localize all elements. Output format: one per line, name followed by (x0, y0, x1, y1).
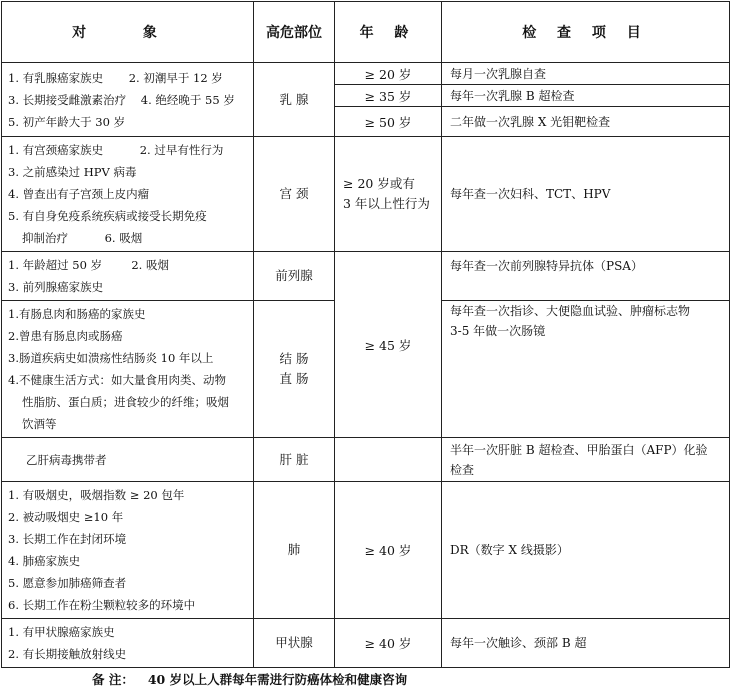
cervix-part: 宫 颈 (254, 137, 335, 252)
colon-age: ≥ 45 岁 (335, 252, 442, 438)
list-item: 3.肠道疾病史如溃疡性结肠炎 10 年以上 (8, 351, 214, 365)
colon-check-line1: 每年查一次指诊、大便隐血试验、肿瘤标志物 (450, 304, 691, 318)
prostate-check: 每年查一次前列腺特异抗体（PSA） (442, 252, 730, 301)
list-item: 5. 有自身免疫系统疾病或接受长期免疫 (8, 209, 207, 223)
footnote-text: 40 岁以上人群每年需进行防癌体检和健康咨询 (147, 672, 408, 687)
list-item: 饮酒等 (22, 417, 57, 431)
list-item: 4. 绝经晚于 55 岁 (140, 92, 235, 107)
breast-age-2: ≥ 35 岁 (335, 85, 442, 107)
breast-check-3: 二年做一次乳腺 X 光钼靶检查 (442, 107, 730, 137)
list-item: 1. 有甲状腺癌家族史 (8, 625, 115, 639)
lung-age: ≥ 40 岁 (335, 482, 442, 619)
table-row (2, 619, 730, 668)
colon-part-label: 结 肠 (279, 351, 309, 366)
lung-check: DR（数字 X 线摄影） (442, 482, 730, 619)
list-item: 性脂肪、蛋白质；进食较少的纤维；吸烟 (22, 395, 229, 409)
cervix-objects (2, 137, 254, 252)
lung-part: 肺 (254, 482, 335, 619)
colon-objects (2, 301, 254, 438)
liver-check-line1: 半年一次肝脏 B 超检查、甲胎蛋白（AFP）化验 (450, 442, 708, 457)
list-item: 3. 之前感染过 HPV 病毒 (8, 165, 137, 179)
thyroid-objects (2, 619, 254, 668)
list-item: 4.不健康生活方式：如大量食用肉类、动物 (8, 373, 226, 387)
footnote-label: 备 注： (92, 672, 134, 687)
list-item: 1. 有宫颈癌家族史 (8, 143, 104, 157)
list-item: 2. 被动吸烟史 ≥10 年 (8, 510, 124, 524)
lung-objects (2, 482, 254, 619)
header-part: 高危部位 (254, 2, 335, 63)
list-item: 1. 有吸烟史，吸烟指数 ≥ 20 包年 (8, 488, 185, 502)
list-item: 2. 过早有性行为 (139, 143, 224, 157)
thyroid-check: 每年一次触诊、颈部 B 超 (442, 619, 730, 668)
header-items: 检 查 项 目 (442, 2, 730, 63)
breast-age-1: ≥ 20 岁 (335, 63, 442, 85)
thyroid-part: 甲状腺 (254, 619, 335, 668)
list-item: 2. 初潮早于 12 岁 (128, 70, 223, 85)
list-item: 3. 前列腺癌家族史 (8, 280, 104, 294)
liver-objects (2, 438, 254, 482)
list-item: 3. 长期工作在封闭环境 (8, 532, 127, 546)
prostate-objects (2, 252, 254, 301)
cervix-age-line1: ≥ 20 岁或有 (343, 176, 415, 191)
header-age: 年 龄 (335, 2, 442, 63)
cervix-check: 每年查一次妇科、TCT、HPV (442, 137, 730, 252)
breast-check-2: 每年一次乳腺 B 超检查 (442, 85, 730, 107)
table-row (2, 137, 730, 252)
breast-check-1: 每月一次乳腺自查 (442, 63, 730, 85)
liver-part: 肝 脏 (254, 438, 335, 482)
colon-check (442, 301, 730, 438)
list-item: 5. 初产年龄大于 30 岁 (8, 114, 126, 129)
table-row (2, 63, 730, 85)
footnote (92, 670, 407, 688)
cervix-age (335, 137, 442, 252)
list-item: 6. 吸烟 (104, 231, 143, 245)
liver-age (335, 438, 442, 482)
list-item: 4. 曾查出有子宫颈上皮内瘤 (8, 187, 150, 201)
colon-check-line2: 3-5 年做一次肠镜 (450, 324, 546, 338)
table-row (2, 438, 730, 482)
liver-check (442, 438, 730, 482)
list-item: 1. 有乳腺癌家族史 (8, 70, 104, 85)
header-row (2, 2, 730, 63)
thyroid-age: ≥ 40 岁 (335, 619, 442, 668)
list-item: 4. 肺癌家族史 (8, 554, 81, 568)
rectum-part-label: 直 肠 (279, 371, 309, 386)
list-item: 2. 有长期接触放射线史 (8, 647, 127, 661)
screening-table (1, 1, 730, 668)
table-row (2, 482, 730, 619)
list-item: 1.有肠息肉和肠癌的家族史 (8, 307, 146, 321)
list-item: 5. 愿意参加肺癌筛查者 (8, 576, 127, 590)
cervix-age-line2: 3 年以上性行为 (343, 196, 430, 211)
list-item: 1. 年龄超过 50 岁 (8, 258, 103, 272)
list-item: 6. 长期工作在粉尘颗粒较多的环境中 (8, 598, 196, 612)
list-item: 2. 吸烟 (131, 258, 169, 272)
list-item: 抑制治疗 (22, 231, 68, 245)
list-item: 3. 长期接受雌激素治疗 (8, 92, 127, 107)
breast-age-3: ≥ 50 岁 (335, 107, 442, 137)
prostate-part: 前列腺 (254, 252, 335, 301)
header-object: 对 象 (2, 2, 254, 63)
list-item: 2.曾患有肠息肉或肠癌 (8, 329, 123, 343)
list-item: 乙肝病毒携带者 (26, 452, 107, 467)
liver-check-line2: 检查 (450, 462, 475, 477)
breast-part: 乳 腺 (254, 63, 335, 137)
table-row (2, 252, 730, 301)
breast-objects (2, 63, 254, 137)
colon-part (254, 301, 335, 438)
